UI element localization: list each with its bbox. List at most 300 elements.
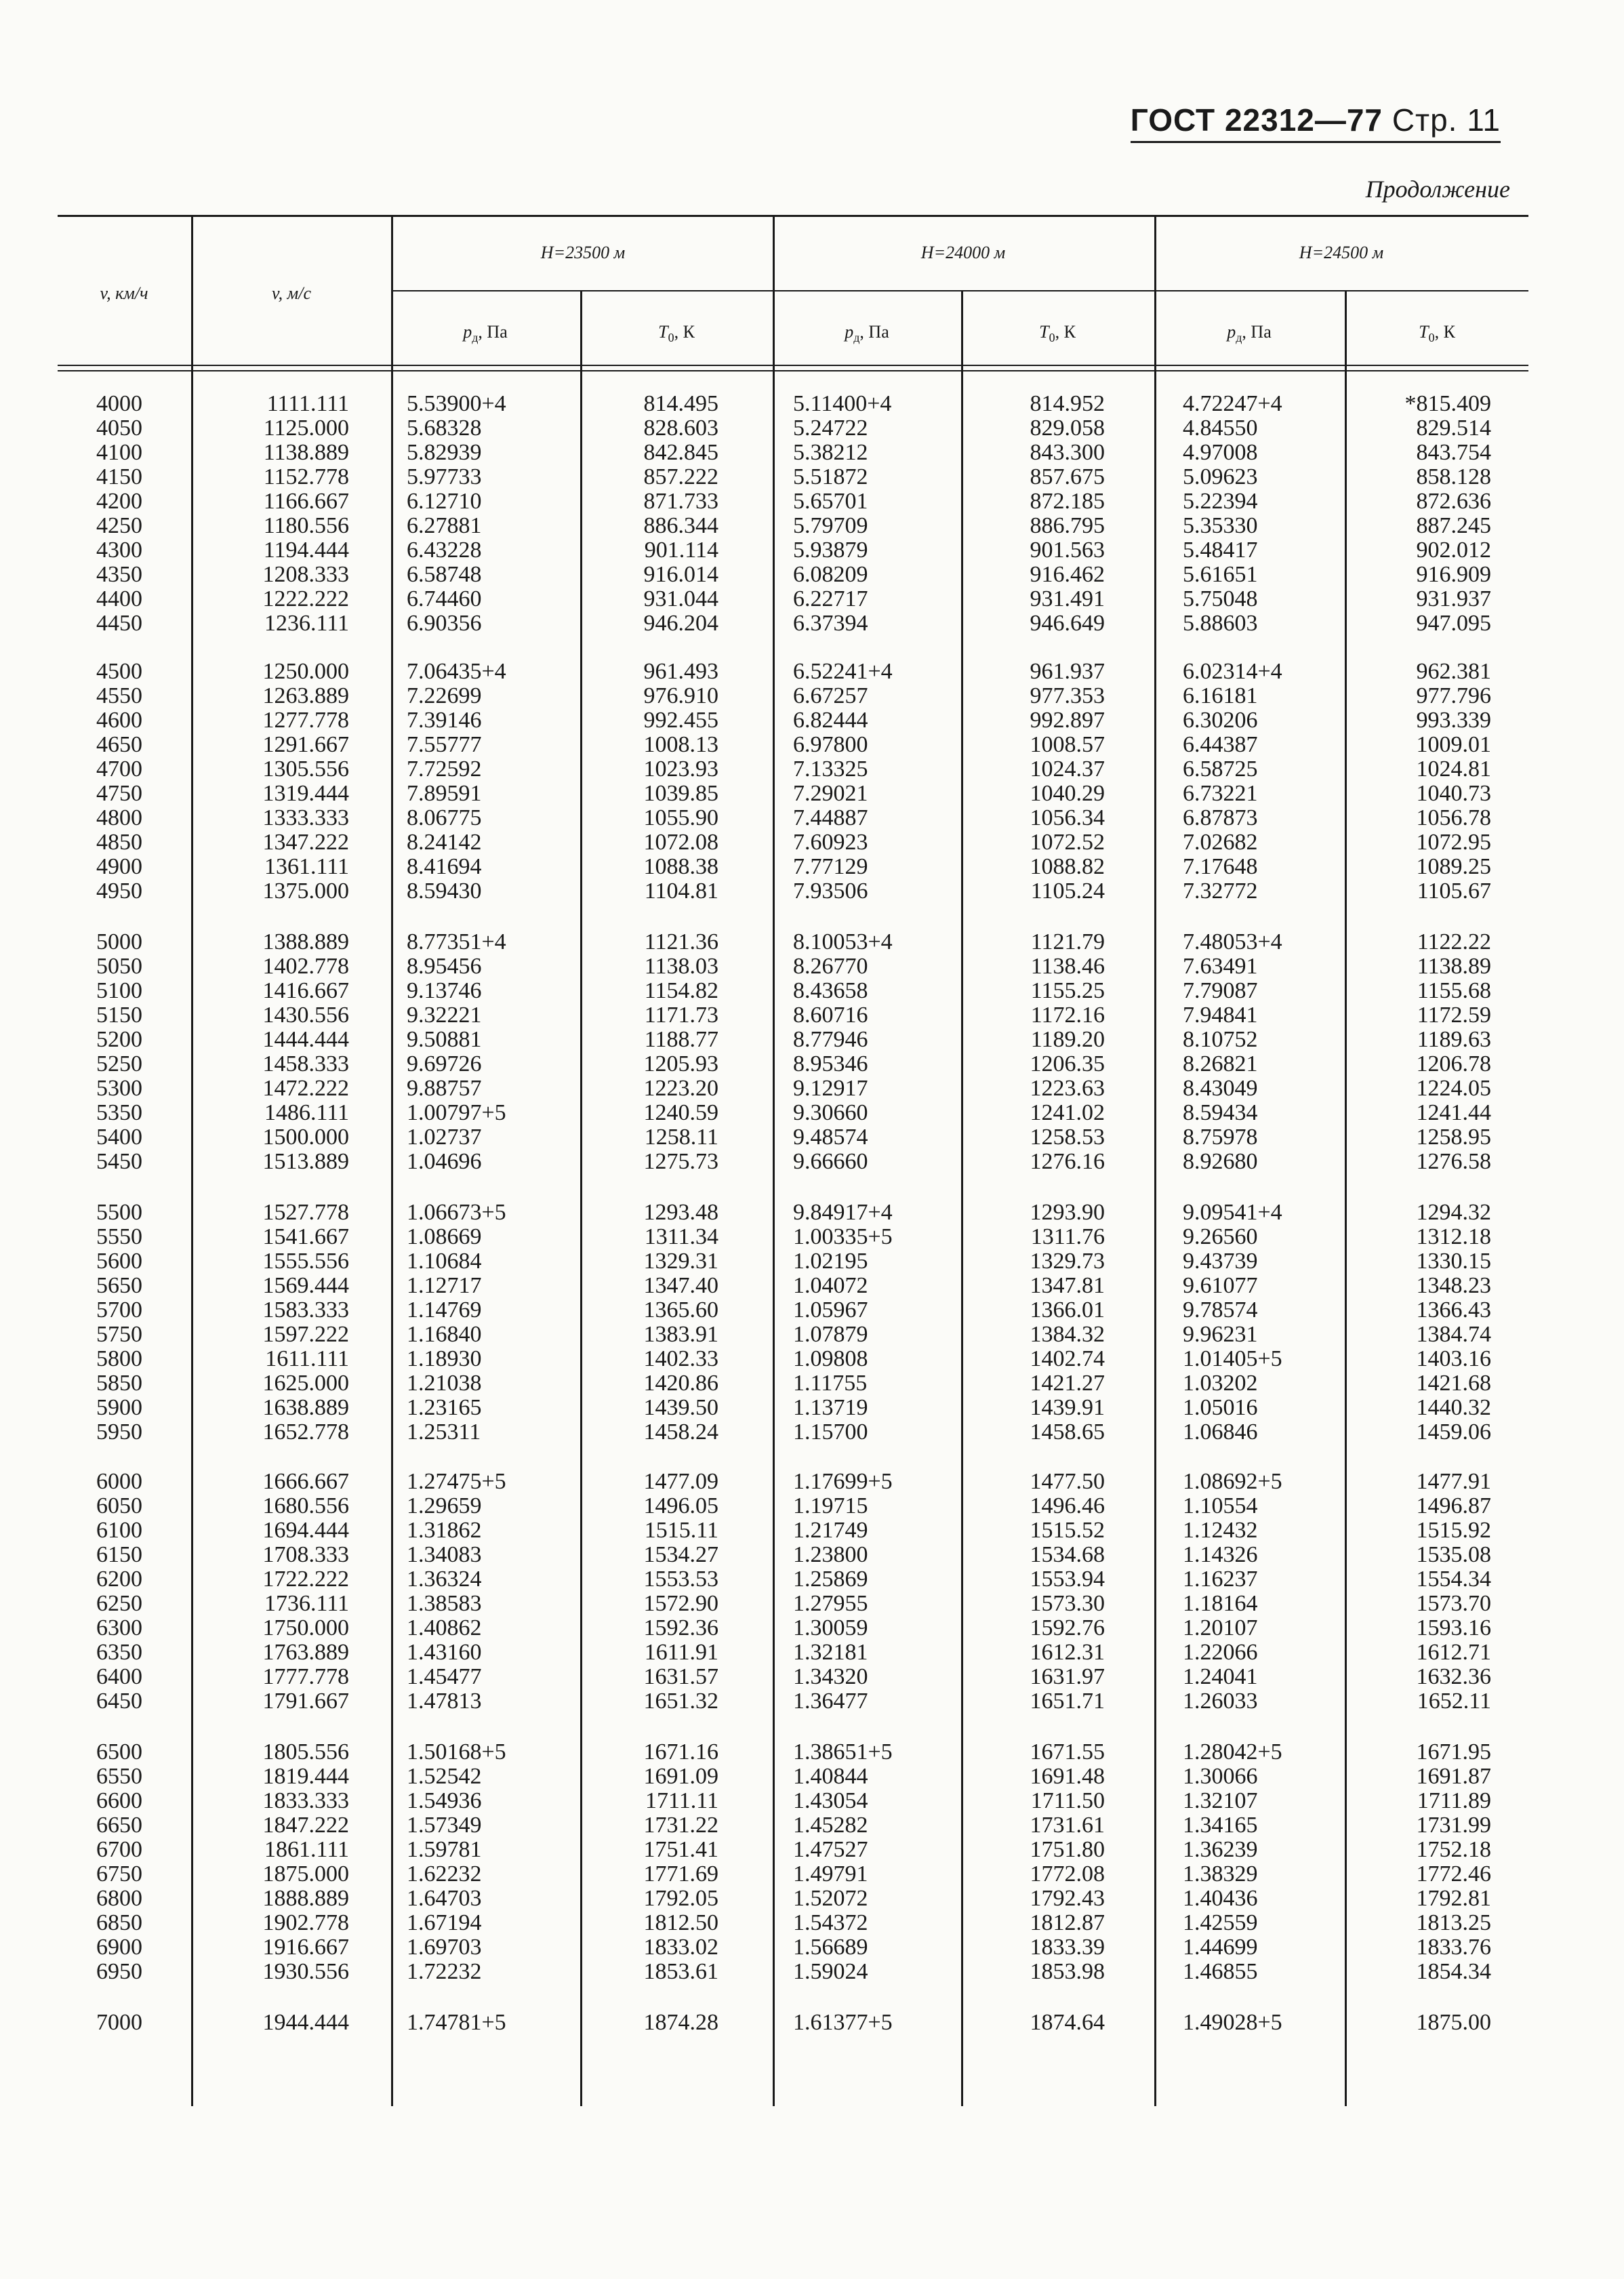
table-row <box>0 1396 1624 1420</box>
cell-pressure-23500: 5.97733 <box>407 464 482 489</box>
cell-pressure-23500: 1.18930 <box>407 1346 482 1371</box>
cell-temp-24000: 1155.25 <box>1030 978 1105 1003</box>
cell-temp-23500: 1329.31 <box>643 1249 718 1274</box>
cell-speed-ms: 1444.444 <box>262 1027 349 1052</box>
cell-temp-24000: 1853.98 <box>1030 1959 1105 1984</box>
cell-speed-kmh: 4800 <box>96 805 142 830</box>
cell-pressure-23500: 8.41694 <box>407 854 482 879</box>
cell-temp-24500: 1122.22 <box>1417 929 1491 954</box>
cell-pressure-24500: 8.10752 <box>1183 1027 1258 1052</box>
cell-speed-ms: 1486.111 <box>264 1100 349 1125</box>
cell-speed-ms: 1138.889 <box>263 440 349 465</box>
cell-speed-ms: 1583.333 <box>262 1297 349 1323</box>
table-row <box>0 1420 1624 1445</box>
cell-speed-kmh: 6000 <box>96 1469 142 1494</box>
cell-pressure-24000: 8.77946 <box>793 1027 868 1052</box>
cell-temp-24500: 1477.91 <box>1416 1469 1491 1494</box>
cell-pressure-24000: 6.37394 <box>793 611 868 636</box>
cell-temp-24500: 1312.18 <box>1416 1224 1491 1249</box>
cell-speed-kmh: 4150 <box>96 464 142 489</box>
table-row <box>0 1887 1624 1911</box>
table-row <box>0 2011 1624 2035</box>
cell-temp-23500: 1631.57 <box>643 1664 718 1689</box>
cell-temp-23500: 1055.90 <box>643 805 718 830</box>
cell-speed-ms: 1263.889 <box>262 683 349 708</box>
cell-pressure-23500: 1.64703 <box>407 1886 482 1911</box>
cell-temp-24500: 931.937 <box>1416 586 1491 611</box>
cell-speed-ms: 1833.333 <box>262 1788 349 1813</box>
cell-pressure-24500: 8.26821 <box>1183 1051 1258 1076</box>
cell-speed-ms: 1611.111 <box>265 1346 349 1371</box>
cell-pressure-24000: 6.52241+4 <box>793 659 893 684</box>
table-row <box>0 806 1624 830</box>
cell-speed-kmh: 4750 <box>96 781 142 806</box>
cell-temp-24000: 1347.81 <box>1030 1273 1105 1298</box>
table-row <box>0 1323 1624 1347</box>
cell-speed-kmh: 5300 <box>96 1076 142 1101</box>
table-section <box>0 660 1624 904</box>
cell-temp-23500: 871.733 <box>643 489 718 514</box>
header-temperature-3: $T_0$, К <box>1419 322 1455 345</box>
cell-temp-24500: 1155.68 <box>1417 978 1491 1003</box>
cell-temp-24000: 1553.94 <box>1030 1567 1105 1592</box>
cell-pressure-24000: 1.38651+5 <box>793 1739 893 1764</box>
cell-speed-ms: 1361.111 <box>264 854 349 879</box>
table-row <box>0 1911 1624 1935</box>
cell-temp-23500: 1592.36 <box>643 1615 718 1640</box>
table-row <box>0 1592 1624 1616</box>
cell-temp-24000: 1421.27 <box>1030 1371 1105 1396</box>
cell-temp-24500: 1206.78 <box>1416 1051 1491 1076</box>
table-row <box>0 979 1624 1003</box>
cell-pressure-24500: 1.49028+5 <box>1183 2010 1282 2035</box>
cell-pressure-24000: 1.54372 <box>793 1910 868 1935</box>
cell-temp-23500: 961.493 <box>643 659 718 684</box>
cell-pressure-24500: 1.32107 <box>1183 1788 1258 1813</box>
cell-temp-23500: 946.204 <box>643 611 718 636</box>
cell-speed-ms: 1236.111 <box>264 611 349 636</box>
cell-temp-24500: 1691.87 <box>1416 1764 1491 1789</box>
cell-temp-23500: 1258.11 <box>644 1125 718 1150</box>
cell-speed-kmh: 4300 <box>96 538 142 563</box>
cell-pressure-24500: 1.14326 <box>1183 1542 1258 1567</box>
cell-pressure-23500: 1.00797+5 <box>407 1100 506 1125</box>
cell-pressure-24000: 1.59024 <box>793 1959 868 1984</box>
table-row <box>0 1494 1624 1518</box>
table-row <box>0 660 1624 684</box>
cell-temp-24500: 1189.63 <box>1417 1027 1491 1052</box>
cell-temp-24000: 1833.39 <box>1030 1935 1105 1960</box>
cell-pressure-24000: 1.21749 <box>793 1518 868 1543</box>
cell-temp-24500: 1792.81 <box>1416 1886 1491 1911</box>
cell-temp-24500: 1384.74 <box>1416 1322 1491 1347</box>
cell-pressure-23500: 9.32221 <box>407 1003 482 1028</box>
cell-temp-23500: 1121.36 <box>644 929 718 954</box>
cell-temp-24000: 901.563 <box>1030 538 1105 563</box>
cell-speed-ms: 1652.778 <box>262 1419 349 1445</box>
header-pressure-1: $p_д$, Па <box>463 322 508 345</box>
cell-pressure-23500: 1.59781 <box>407 1837 482 1862</box>
cell-temp-23500: 886.344 <box>643 513 718 538</box>
cell-pressure-24500: 7.17648 <box>1183 854 1258 879</box>
cell-temp-24500: 1276.58 <box>1416 1149 1491 1174</box>
cell-pressure-24000: 7.29021 <box>793 781 868 806</box>
cell-speed-ms: 1194.444 <box>263 538 349 563</box>
cell-speed-ms: 1152.778 <box>263 464 349 489</box>
cell-speed-kmh: 7000 <box>96 2010 142 2035</box>
cell-temp-24000: 1293.90 <box>1030 1200 1105 1225</box>
cell-temp-23500: 1439.50 <box>643 1395 718 1420</box>
cell-pressure-23500: 1.72232 <box>407 1959 482 1984</box>
cell-speed-ms: 1111.111 <box>266 391 349 416</box>
cell-temp-24500: 872.636 <box>1416 489 1491 514</box>
cell-temp-23500: 1477.09 <box>643 1469 718 1494</box>
cell-temp-24000: 1772.08 <box>1030 1861 1105 1887</box>
cell-pressure-24000: 1.52072 <box>793 1886 868 1911</box>
cell-pressure-24500: 9.96231 <box>1183 1322 1258 1347</box>
cell-speed-ms: 1944.444 <box>262 2010 349 2035</box>
table-row <box>0 708 1624 733</box>
cell-speed-ms: 1666.667 <box>262 1469 349 1494</box>
cell-speed-kmh: 4250 <box>96 513 142 538</box>
cell-pressure-24000: 1.47527 <box>793 1837 868 1862</box>
cell-speed-kmh: 6500 <box>96 1739 142 1764</box>
cell-temp-24000: 1534.68 <box>1030 1542 1105 1567</box>
cell-pressure-24000: 9.12917 <box>793 1076 868 1101</box>
cell-temp-24000: 1402.74 <box>1030 1346 1105 1371</box>
table-row <box>0 1935 1624 1960</box>
table-row <box>0 1225 1624 1249</box>
cell-pressure-23500: 1.69703 <box>407 1935 482 1960</box>
table-row <box>0 1567 1624 1592</box>
cell-speed-ms: 1472.222 <box>262 1076 349 1101</box>
cell-temp-23500: 1611.91 <box>644 1640 718 1665</box>
cell-temp-24000: 1651.71 <box>1030 1689 1105 1714</box>
table-section <box>0 1740 1624 1984</box>
cell-pressure-24000: 1.43054 <box>793 1788 868 1813</box>
table-section <box>0 930 1624 1174</box>
cell-pressure-24000: 1.23800 <box>793 1542 868 1567</box>
cell-speed-ms: 1722.222 <box>262 1567 349 1592</box>
standard-number: ГОСТ 22312—77 <box>1130 102 1383 138</box>
cell-temp-24000: 1241.02 <box>1030 1100 1105 1125</box>
cell-temp-23500: 1240.59 <box>643 1100 718 1125</box>
cell-pressure-23500: 1.36324 <box>407 1567 482 1592</box>
cell-speed-ms: 1222.222 <box>262 586 349 611</box>
cell-speed-kmh: 4650 <box>96 732 142 757</box>
cell-temp-24500: 1535.08 <box>1416 1542 1491 1567</box>
cell-pressure-24000: 1.09808 <box>793 1346 868 1371</box>
cell-pressure-23500: 1.38583 <box>407 1591 482 1616</box>
cell-temp-24000: 1105.24 <box>1030 879 1105 904</box>
cell-pressure-24000: 1.56689 <box>793 1935 868 1960</box>
table-row <box>0 1789 1624 1813</box>
cell-speed-ms: 1541.667 <box>262 1224 349 1249</box>
cell-temp-24500: 977.796 <box>1416 683 1491 708</box>
cell-pressure-24000: 1.07879 <box>793 1322 868 1347</box>
cell-temp-24500: 1671.95 <box>1416 1739 1491 1764</box>
cell-temp-24500: 829.514 <box>1416 416 1491 441</box>
cell-temp-24500: 1632.36 <box>1416 1664 1491 1689</box>
cell-pressure-24000: 1.45282 <box>793 1813 868 1838</box>
cell-temp-24000: 1731.61 <box>1030 1813 1105 1838</box>
cell-pressure-23500: 1.23165 <box>407 1395 482 1420</box>
cell-temp-24000: 1258.53 <box>1030 1125 1105 1150</box>
table-row <box>0 587 1624 611</box>
cell-temp-23500: 1751.41 <box>643 1837 718 1862</box>
cell-temp-23500: 1008.13 <box>643 732 718 757</box>
cell-temp-23500: 1458.24 <box>643 1419 718 1445</box>
cell-pressure-24000: 5.51872 <box>793 464 868 489</box>
cell-speed-ms: 1166.667 <box>263 489 349 514</box>
cell-pressure-24000: 8.26770 <box>793 954 868 979</box>
cell-speed-ms: 1430.556 <box>262 1003 349 1028</box>
cell-speed-kmh: 6100 <box>96 1518 142 1543</box>
cell-speed-kmh: 6700 <box>96 1837 142 1862</box>
cell-pressure-24000: 1.17699+5 <box>793 1469 893 1494</box>
table-row <box>0 1150 1624 1174</box>
cell-temp-23500: 1088.38 <box>643 854 718 879</box>
cell-temp-24000: 1172.16 <box>1030 1003 1105 1028</box>
cell-speed-ms: 1125.000 <box>263 416 349 441</box>
cell-temp-24000: 1573.30 <box>1030 1591 1105 1616</box>
cell-temp-23500: 1171.73 <box>644 1003 718 1028</box>
cell-pressure-24000: 6.82444 <box>793 708 868 733</box>
cell-pressure-23500: 1.67194 <box>407 1910 482 1935</box>
cell-pressure-23500: 7.22699 <box>407 683 482 708</box>
table-row <box>0 538 1624 563</box>
cell-pressure-24000: 6.22717 <box>793 586 868 611</box>
cell-pressure-24000: 1.15700 <box>793 1419 868 1445</box>
cell-pressure-23500: 1.74781+5 <box>407 2010 506 2035</box>
cell-pressure-23500: 1.06673+5 <box>407 1200 506 1225</box>
cell-pressure-23500: 1.40862 <box>407 1615 482 1640</box>
cell-temp-24000: 1384.32 <box>1030 1322 1105 1347</box>
cell-temp-23500: 1420.86 <box>643 1371 718 1396</box>
cell-speed-ms: 1180.556 <box>263 513 349 538</box>
cell-pressure-24000: 1.19715 <box>793 1493 868 1518</box>
cell-speed-kmh: 5450 <box>96 1149 142 1174</box>
cell-speed-kmh: 5100 <box>96 978 142 1003</box>
cell-temp-24500: 1772.46 <box>1416 1861 1491 1887</box>
cell-pressure-24500: 6.44387 <box>1183 732 1258 757</box>
cell-speed-kmh: 4500 <box>96 659 142 684</box>
cell-speed-ms: 1763.889 <box>262 1640 349 1665</box>
cell-pressure-24000: 5.24722 <box>793 416 868 441</box>
cell-pressure-24000: 7.93506 <box>793 879 868 904</box>
cell-temp-24000: 1276.16 <box>1030 1149 1105 1174</box>
cell-temp-24500: 1496.87 <box>1416 1493 1491 1518</box>
cell-temp-24000: 946.649 <box>1030 611 1105 636</box>
cell-speed-ms: 1916.667 <box>262 1935 349 1960</box>
cell-pressure-24000: 6.67257 <box>793 683 868 708</box>
cell-temp-23500: 1792.05 <box>643 1886 718 1911</box>
cell-pressure-23500: 1.29659 <box>407 1493 482 1518</box>
cell-pressure-24500: 7.02682 <box>1183 830 1258 855</box>
cell-speed-kmh: 6600 <box>96 1788 142 1813</box>
cell-pressure-24500: 9.09541+4 <box>1183 1200 1282 1225</box>
cell-temp-23500: 814.495 <box>643 391 718 416</box>
table-row <box>0 1960 1624 1984</box>
cell-pressure-24500: 7.48053+4 <box>1183 929 1282 954</box>
cell-temp-24000: 1711.50 <box>1030 1788 1105 1813</box>
cell-temp-23500: 1771.69 <box>643 1861 718 1887</box>
table-row <box>0 1076 1624 1101</box>
cell-temp-24500: 1573.70 <box>1416 1591 1491 1616</box>
cell-pressure-24500: 1.28042+5 <box>1183 1739 1282 1764</box>
cell-temp-23500: 1223.20 <box>643 1076 718 1101</box>
cell-pressure-24500: 7.63491 <box>1183 954 1258 979</box>
cell-temp-24500: 1711.89 <box>1417 1788 1491 1813</box>
cell-temp-24500: 1258.95 <box>1416 1125 1491 1150</box>
table-row <box>0 855 1624 879</box>
cell-pressure-24000: 1.32181 <box>793 1640 868 1665</box>
cell-temp-24500: 887.245 <box>1416 513 1491 538</box>
cell-temp-24500: 1403.16 <box>1416 1346 1491 1371</box>
cell-pressure-24500: 1.06846 <box>1183 1419 1258 1445</box>
cell-pressure-24500: 8.59434 <box>1183 1100 1258 1125</box>
cell-pressure-23500: 1.54936 <box>407 1788 482 1813</box>
cell-pressure-24000: 1.00335+5 <box>793 1224 893 1249</box>
cell-speed-kmh: 5550 <box>96 1224 142 1249</box>
table-row <box>0 1274 1624 1298</box>
table-row <box>0 782 1624 806</box>
cell-speed-ms: 1305.556 <box>262 757 349 782</box>
cell-pressure-24500: 4.72247+4 <box>1183 391 1282 416</box>
cell-speed-kmh: 5750 <box>96 1322 142 1347</box>
cell-pressure-23500: 6.27881 <box>407 513 482 538</box>
cell-temp-23500: 1691.09 <box>643 1764 718 1789</box>
cell-pressure-24000: 1.36477 <box>793 1689 868 1714</box>
table-row <box>0 1249 1624 1274</box>
cell-temp-23500: 1138.03 <box>644 954 718 979</box>
cell-temp-23500: 1496.05 <box>643 1493 718 1518</box>
cell-pressure-24500: 8.75978 <box>1183 1125 1258 1150</box>
cell-pressure-24000: 9.48574 <box>793 1125 868 1150</box>
cell-speed-kmh: 4900 <box>96 854 142 879</box>
cell-temp-24500: 1089.25 <box>1416 854 1491 879</box>
cell-speed-kmh: 4600 <box>96 708 142 733</box>
cell-speed-kmh: 4450 <box>96 611 142 636</box>
table-row <box>0 489 1624 514</box>
cell-speed-kmh: 5250 <box>96 1051 142 1076</box>
cell-pressure-24000: 5.38212 <box>793 440 868 465</box>
table-row <box>0 1518 1624 1543</box>
cell-pressure-23500: 8.77351+4 <box>407 929 506 954</box>
cell-temp-24000: 1056.34 <box>1030 805 1105 830</box>
cell-speed-kmh: 6250 <box>96 1591 142 1616</box>
cell-pressure-24500: 9.61077 <box>1183 1273 1258 1298</box>
cell-temp-24000: 1477.50 <box>1030 1469 1105 1494</box>
cell-temp-24500: 947.095 <box>1416 611 1491 636</box>
cell-pressure-23500: 5.53900+4 <box>407 391 506 416</box>
cell-temp-24000: 1812.87 <box>1030 1910 1105 1935</box>
cell-pressure-23500: 7.39146 <box>407 708 482 733</box>
cell-temp-24000: 1631.97 <box>1030 1664 1105 1689</box>
cell-temp-24500: 1172.59 <box>1417 1003 1491 1028</box>
cell-pressure-24000: 1.02195 <box>793 1249 868 1274</box>
cell-temp-24000: 931.491 <box>1030 586 1105 611</box>
table-row <box>0 1125 1624 1150</box>
cell-temp-24500: 1593.16 <box>1416 1615 1491 1640</box>
cell-pressure-23500: 1.43160 <box>407 1640 482 1665</box>
cell-speed-kmh: 6400 <box>96 1664 142 1689</box>
cell-temp-24500: 1833.76 <box>1416 1935 1491 1960</box>
header-altitude-24500: H=24500 м <box>1299 243 1384 262</box>
cell-temp-24000: 1751.80 <box>1030 1837 1105 1862</box>
cell-temp-24000: 1515.52 <box>1030 1518 1105 1543</box>
cell-pressure-23500: 1.12717 <box>407 1273 482 1298</box>
cell-pressure-24000: 1.13719 <box>793 1395 868 1420</box>
table-row <box>0 879 1624 904</box>
cell-pressure-23500: 7.89591 <box>407 781 482 806</box>
cell-speed-ms: 1388.889 <box>262 929 349 954</box>
cell-pressure-24000: 6.97800 <box>793 732 868 757</box>
cell-temp-24500: 1056.78 <box>1416 805 1491 830</box>
cell-temp-24500: 1040.73 <box>1416 781 1491 806</box>
cell-pressure-24000: 5.65701 <box>793 489 868 514</box>
cell-pressure-24500: 5.35330 <box>1183 513 1258 538</box>
cell-pressure-24000: 8.43658 <box>793 978 868 1003</box>
cell-pressure-23500: 1.16840 <box>407 1322 482 1347</box>
cell-speed-ms: 1250.000 <box>262 659 349 684</box>
cell-temp-24000: 843.300 <box>1030 440 1105 465</box>
cell-temp-24500: 1072.95 <box>1416 830 1491 855</box>
cell-pressure-23500: 9.50881 <box>407 1027 482 1052</box>
table-row <box>0 1470 1624 1494</box>
cell-temp-24500: 1421.68 <box>1416 1371 1491 1396</box>
table-row <box>0 1764 1624 1789</box>
table-section <box>0 1470 1624 1714</box>
cell-pressure-24500: 9.43739 <box>1183 1249 1258 1274</box>
cell-temp-23500: 1205.93 <box>643 1051 718 1076</box>
cell-pressure-24000: 9.66660 <box>793 1149 868 1174</box>
cell-pressure-24500: 4.97008 <box>1183 440 1258 465</box>
cell-speed-kmh: 4050 <box>96 416 142 441</box>
cell-temp-24500: *815.409 <box>1404 391 1491 416</box>
cell-temp-23500: 1833.02 <box>643 1935 718 1960</box>
table-row <box>0 1028 1624 1052</box>
cell-speed-kmh: 6300 <box>96 1615 142 1640</box>
cell-pressure-24000: 9.84917+4 <box>793 1200 893 1225</box>
cell-pressure-24500: 1.26033 <box>1183 1689 1258 1714</box>
cell-pressure-24000: 7.77129 <box>793 854 868 879</box>
cell-temp-23500: 1731.22 <box>643 1813 718 1838</box>
cell-pressure-24500: 1.05016 <box>1183 1395 1258 1420</box>
cell-speed-ms: 1694.444 <box>262 1518 349 1543</box>
table-row <box>0 416 1624 441</box>
cell-temp-23500: 1275.73 <box>643 1149 718 1174</box>
cell-temp-24000: 872.185 <box>1030 489 1105 514</box>
cell-pressure-24500: 7.94841 <box>1183 1003 1258 1028</box>
cell-pressure-24500: 9.78574 <box>1183 1297 1258 1323</box>
cell-speed-kmh: 5200 <box>96 1027 142 1052</box>
cell-pressure-23500: 9.13746 <box>407 978 482 1003</box>
cell-pressure-23500: 1.45477 <box>407 1664 482 1689</box>
table-row <box>0 1347 1624 1371</box>
page-header <box>1131 102 1501 143</box>
cell-speed-ms: 1513.889 <box>262 1149 349 1174</box>
cell-temp-24500: 1330.15 <box>1416 1249 1491 1274</box>
cell-temp-23500: 1671.16 <box>643 1739 718 1764</box>
cell-pressure-23500: 1.57349 <box>407 1813 482 1838</box>
cell-temp-23500: 1874.28 <box>643 2010 718 2035</box>
cell-temp-24500: 1105.67 <box>1417 879 1491 904</box>
cell-speed-ms: 1819.444 <box>262 1764 349 1789</box>
cell-temp-24500: 843.754 <box>1416 440 1491 465</box>
table-row <box>0 465 1624 489</box>
cell-speed-kmh: 6800 <box>96 1886 142 1911</box>
